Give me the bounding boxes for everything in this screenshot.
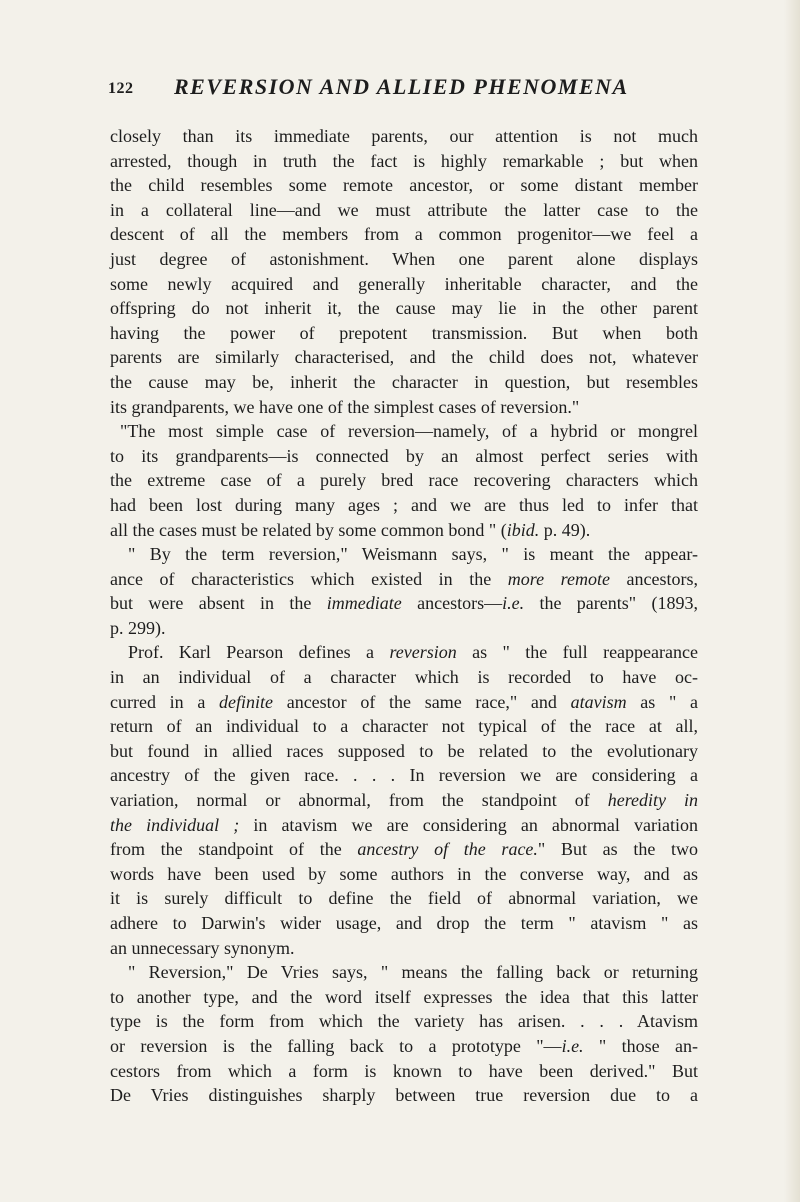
text-line: offspring do not inherit it, the cause may lie in the other parent [110, 298, 698, 319]
text-line [110, 788, 698, 813]
italic-text: i.e. [502, 593, 525, 614]
text-run: " those an- [583, 1035, 698, 1056]
text-line: type is the form from which the variety has arisen. . . . Atavism [110, 1011, 698, 1032]
text-line: descent of all the members from a common progenitor—we feel a [110, 224, 698, 245]
text-line [110, 813, 698, 838]
text-run: ance of characteristics which existed in the [110, 568, 508, 589]
text-line: to another type, and the word itself expresses the idea that this latter [110, 986, 698, 1007]
text-run: variation, normal or abnormal, from the standpoint of [110, 790, 608, 811]
text-line [110, 518, 698, 543]
text-line: but found in allied races supposed to be related to the evolutionary [110, 740, 698, 761]
text-line: the child resembles some remote ancestor, or some distant member [110, 175, 698, 196]
text-line: closely than its immediate parents, our attention is not much [110, 126, 698, 146]
text-run: the parents" (1893, [524, 593, 698, 614]
text-line [110, 1034, 698, 1059]
text-line: it is surely difficult to define the field of abnormal variation, we [110, 888, 698, 909]
text-line: the extreme case of a purely bred race recovering characters which [110, 470, 698, 491]
text-line: just degree of astonishment. When one parent alone displays [110, 248, 698, 269]
text-line: the cause may be, inherit the character in question, but resembles [110, 371, 698, 392]
text-run: but were absent in the [110, 593, 327, 614]
text-line: arrested, though in truth the fact is highly remarkable ; but when [110, 150, 698, 171]
text-run: ancestor of the same race," and [273, 691, 571, 712]
text-line: parents are similarly characterised, and the child does not, whatever [110, 347, 698, 368]
page-edge-shadow [784, 0, 800, 1202]
italic-text: immediate [326, 593, 402, 614]
text-run: as " a [626, 691, 698, 712]
text-line [110, 640, 698, 665]
text-run: or reversion is the falling back to a prototype "— [110, 1035, 562, 1056]
text-line: had been lost during many ages ; and we are thus led to infer that [110, 494, 698, 515]
italic-text: reversion [389, 642, 457, 663]
italic-text: ibid. [506, 519, 540, 540]
italic-text: definite [219, 691, 274, 712]
page-number: 122 [108, 80, 134, 97]
italic-text: i.e. [561, 1035, 584, 1056]
text-line: De Vries distinguishes sharply between true reversion due to a [110, 1085, 698, 1106]
text-line [110, 837, 698, 862]
italic-text: heredity in [607, 790, 699, 811]
text-line: return of an individual to a character not typical of the race at all, [110, 716, 698, 737]
running-title: REVERSION AND ALLIED PHENOMENA [174, 74, 629, 99]
text-line: cestors from which a form is known to have been derived." But [110, 1060, 698, 1081]
text-line [110, 690, 698, 715]
italic-text: atavism [570, 691, 627, 712]
text-run: in atavism we are considering an abnormal variation [239, 814, 698, 835]
text-line: " By the term reversion," Weismann says, " is meant the appear- [128, 544, 698, 565]
text-run: ancestors, [609, 568, 698, 589]
italic-text: ancestry of the race. [357, 839, 538, 860]
text-line: words have been used by some authors in the converse way, and as [110, 863, 698, 884]
italic-text: more remote [507, 568, 610, 589]
text-line: its grandparents, we have one of the simplest cases of reversion." [110, 396, 580, 417]
page-header [108, 74, 688, 108]
text-run: as " the full reappearance [456, 642, 698, 663]
text-run: all the cases must be related by some common bond " ( [110, 519, 507, 540]
italic-text: the individual ; [110, 814, 240, 835]
body-text [110, 124, 698, 1108]
text-line: adhere to Darwin's wider usage, and drop the term " atavism " as [110, 913, 698, 933]
text-line: "The most simple case of reversion—namely, of a hybrid or mongrel [120, 421, 698, 442]
text-run: from the standpoint of the [110, 839, 358, 860]
text-line: " Reversion," De Vries says, " means the falling back or returning [128, 962, 698, 983]
text-run: p. 49). [539, 519, 591, 540]
text-line: in an individual of a character which is recorded to have oc- [110, 667, 698, 688]
text-line [110, 591, 698, 616]
text-line: p. 299). [110, 617, 166, 638]
text-line: ancestry of the given race. . . . In reversion we are considering a [110, 765, 698, 786]
text-line: having the power of prepotent transmission. But when both [110, 322, 698, 343]
text-line [110, 567, 698, 592]
text-run: Prof. Karl Pearson defines a [128, 642, 390, 663]
text-line: an unnecessary synonym. [110, 937, 295, 958]
text-line: some newly acquired and generally inheritable character, and the [110, 273, 698, 294]
text-line: to its grandparents—is connected by an almost perfect series with [110, 445, 698, 466]
text-run: ancestors— [401, 593, 503, 614]
text-run: " But as the two [537, 839, 699, 860]
text-run: curred in a [110, 691, 220, 712]
text-line: in a collateral line—and we must attribute the latter case to the [110, 199, 698, 220]
